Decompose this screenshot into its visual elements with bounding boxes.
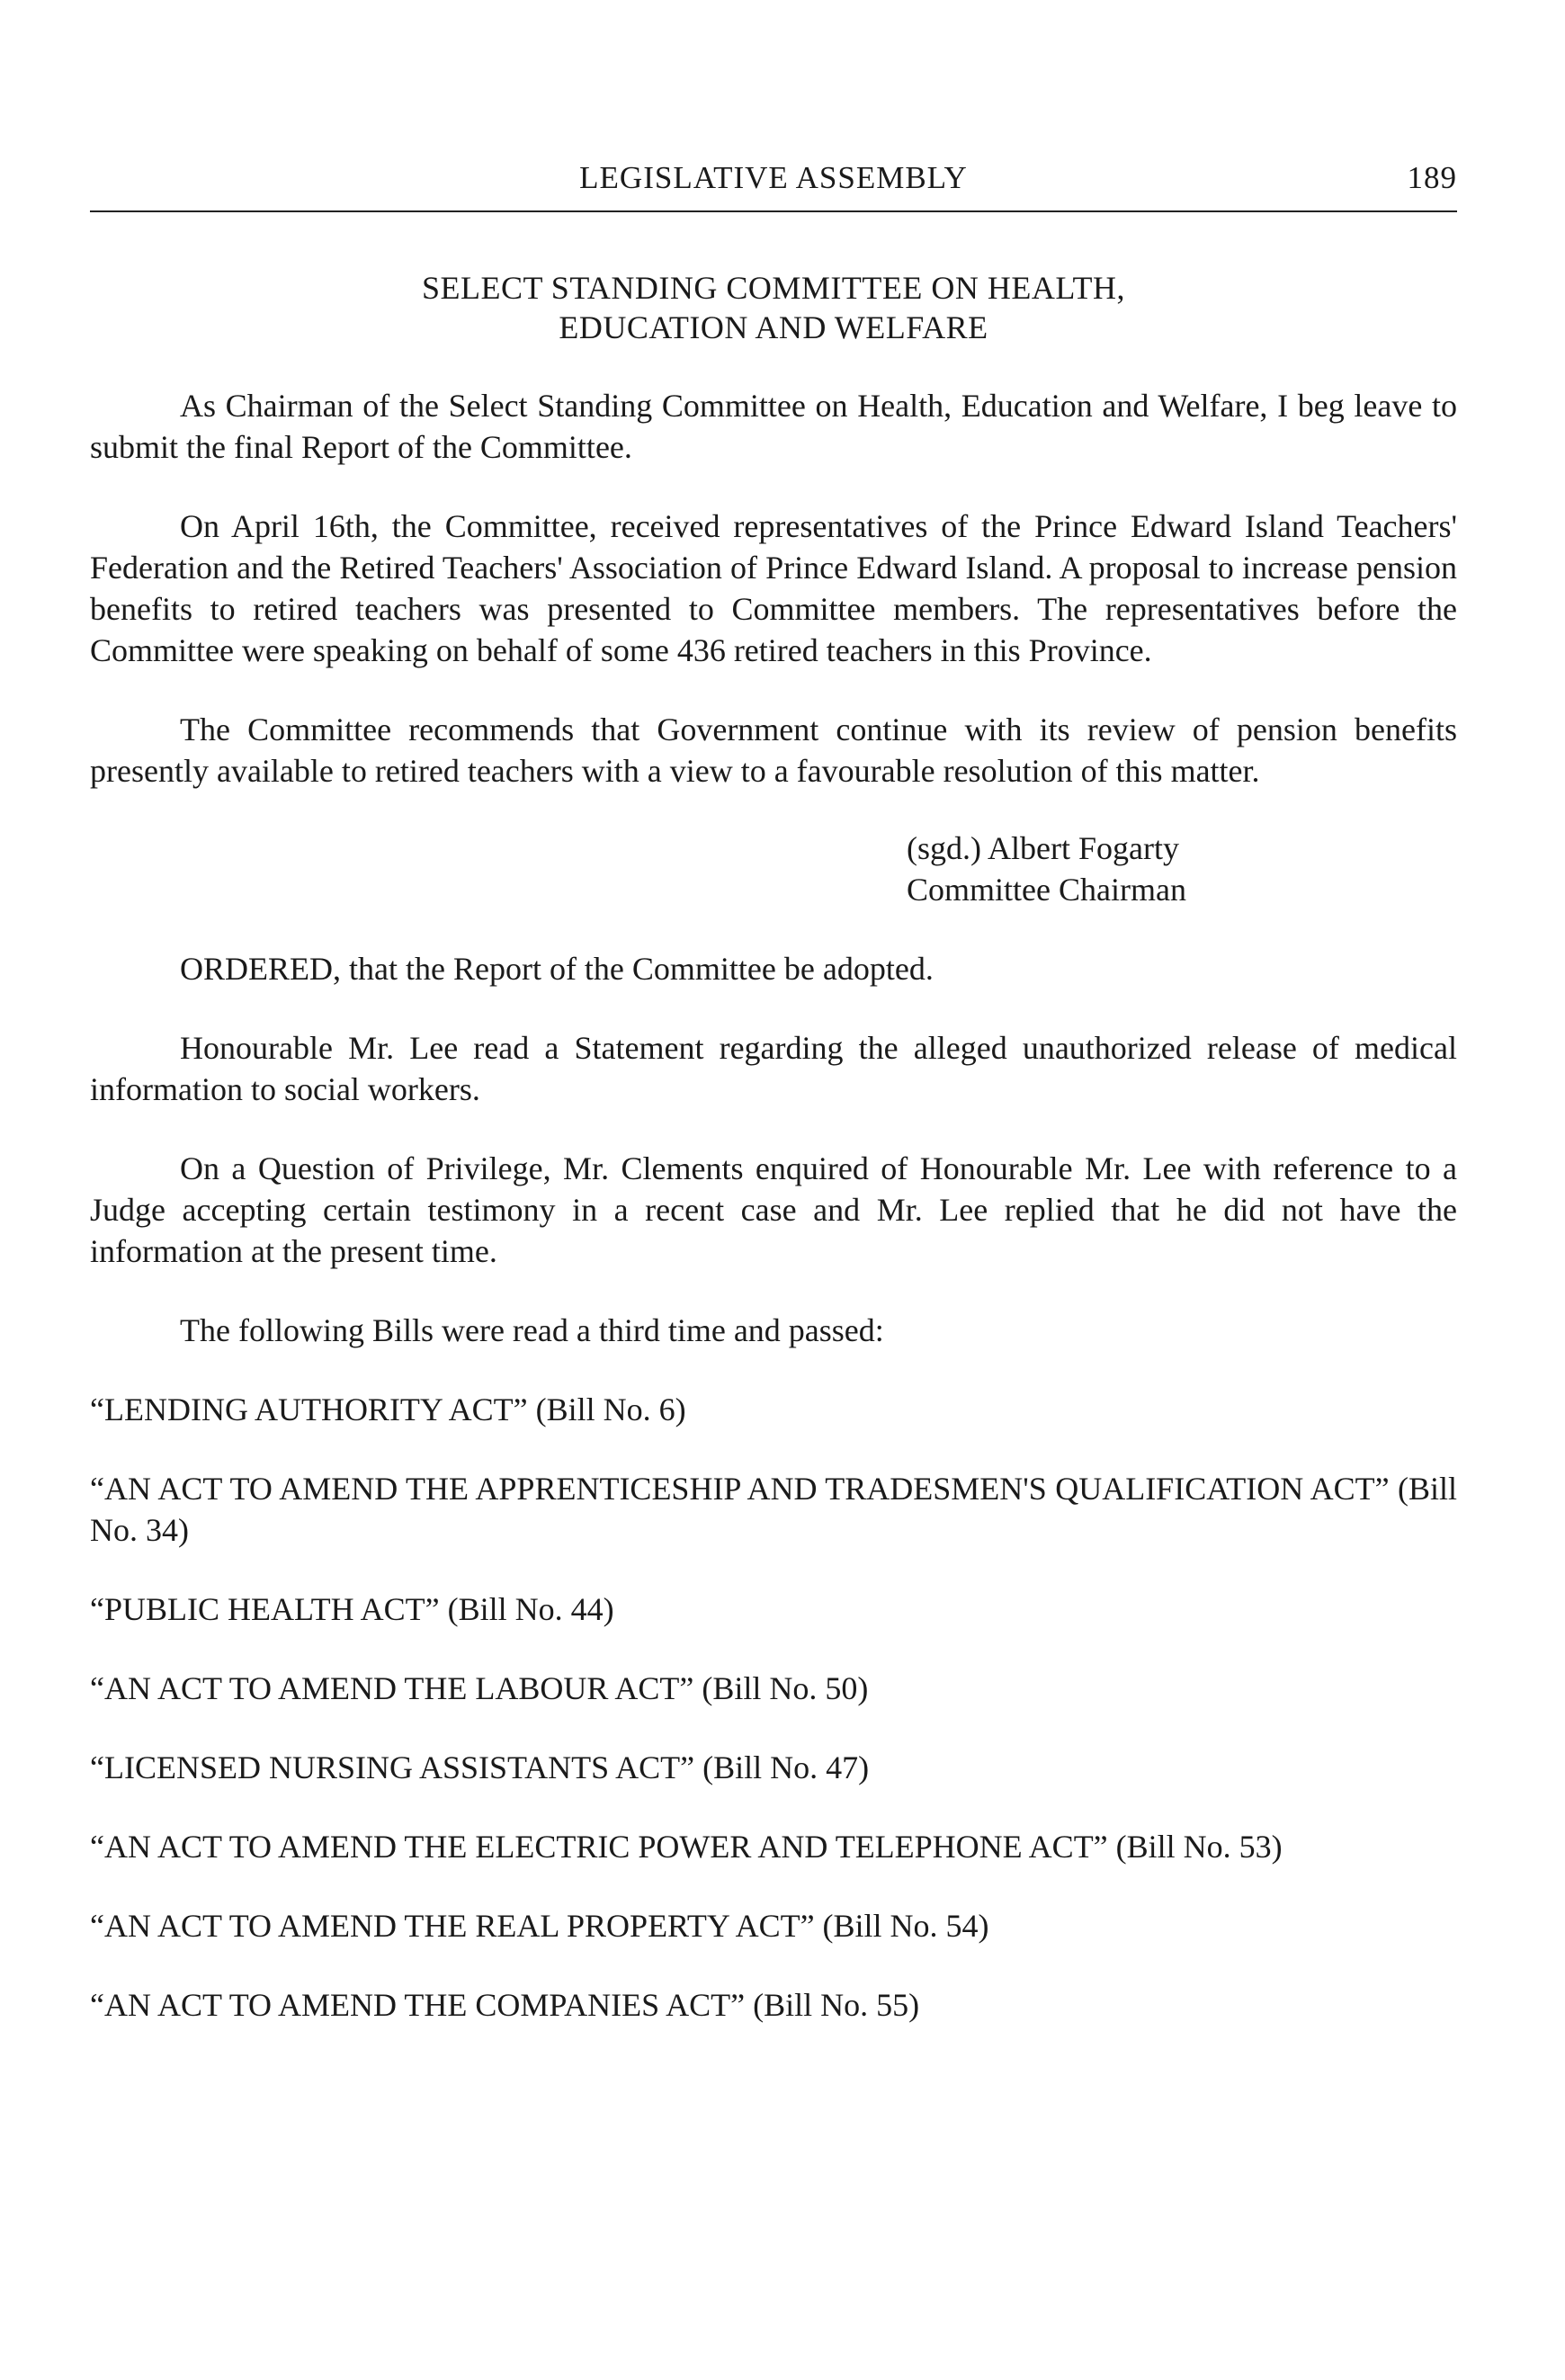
bill-item: “AN ACT TO AMEND THE LABOUR ACT” (Bill No. 50) [90, 1670, 869, 1706]
document-page [90, 153, 1457, 2026]
committee-title-line-2: EDUCATION AND WELFARE [559, 309, 988, 345]
bill-item: “AN ACT TO AMEND THE REAL PROPERTY ACT” (Bill No. 54) [90, 1908, 989, 1944]
bill-item: “PUBLIC HEALTH ACT” (Bill No. 44) [90, 1591, 614, 1627]
bill-item: “AN ACT TO AMEND THE ELECTRIC POWER AND TELEPHONE ACT” (Bill No. 53) [90, 1829, 1283, 1865]
report-recommendation-paragraph: The Committee recommends that Government continue with its review of pension benefits presently available to retired teachers with a view to a favourable resolution of this matter. [90, 711, 1457, 789]
report-intro-paragraph: As Chairman of the Select Standing Committee on Health, Education and Welfare, I beg leave to submit the final Report of the Committee. [90, 388, 1457, 465]
signature-name: (sgd.) Albert Fogarty [907, 830, 1179, 866]
signature-block [907, 828, 1457, 910]
bill-item: “AN ACT TO AMEND THE APPRENTICESHIP AND TRADESMEN'S QUALIFICATION ACT” (Bill No. 34) [90, 1471, 1457, 1548]
bill-item: “LICENSED NURSING ASSISTANTS ACT” (Bill No. 47) [90, 1749, 870, 1785]
signature-role: Committee Chairman [907, 872, 1186, 908]
ordered-paragraph: ORDERED, that the Report of the Committee be adopted. [180, 951, 934, 987]
bill-item: “AN ACT TO AMEND THE COMPANIES ACT” (Bill No. 55) [90, 1987, 920, 2023]
header-rule [90, 210, 1457, 212]
bills-list [90, 1389, 1457, 2026]
report-delegation-paragraph: On April 16th, the Committee, received representatives of the Prince Edward Island Teachers' Federation and the Retired Teachers' Association of Prince Edward Island. A proposal to increase pension benefits to retired teachers was presented to Committee members. The representatives before the Committee were speaking on behalf of some 436 retired teachers in this Province. [90, 508, 1457, 668]
running-header [90, 153, 1457, 200]
bills-intro-paragraph: The following Bills were read a third time and passed: [180, 1312, 884, 1348]
privilege-paragraph: On a Question of Privilege, Mr. Clements enquired of Honourable Mr. Lee with reference to a Judge accepting certain testimony in a recent case and Mr. Lee replied that he did not have the information at the present time. [90, 1150, 1457, 1269]
committee-title [90, 268, 1457, 347]
bill-item: “LENDING AUTHORITY ACT” (Bill No. 6) [90, 1391, 686, 1427]
committee-title-line-1: SELECT STANDING COMMITTEE ON HEALTH, [421, 270, 1126, 306]
running-title: LEGISLATIVE ASSEMBLY [579, 160, 968, 195]
statement-paragraph: Honourable Mr. Lee read a Statement regarding the alleged unauthorized release of medical information to social workers. [90, 1030, 1457, 1107]
page-number: 189 [1407, 160, 1457, 195]
